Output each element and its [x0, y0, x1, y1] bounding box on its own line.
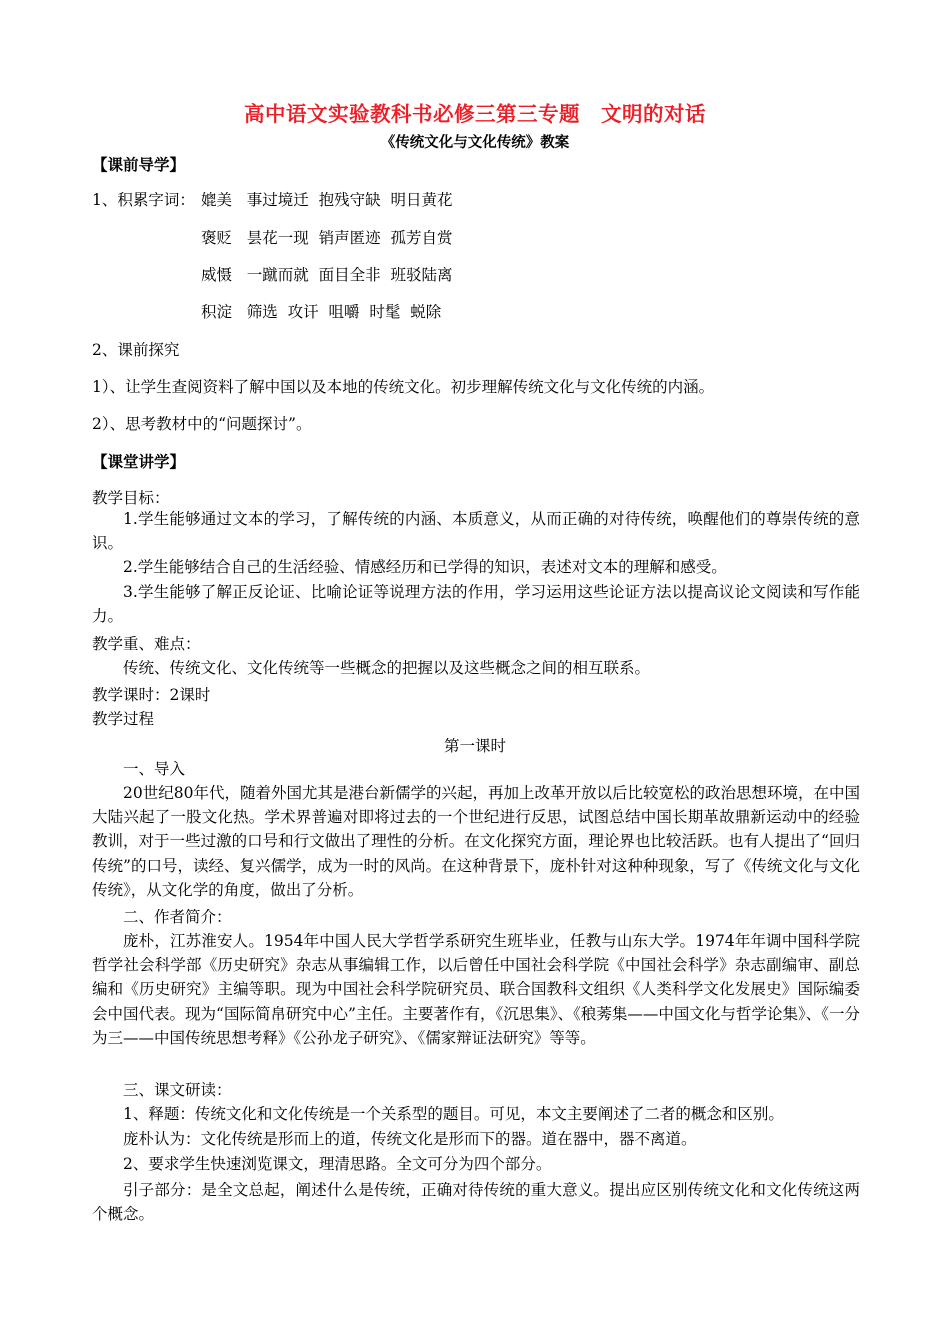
intro-paragraph: 20世纪80年代，随着外国尤其是港台新儒学的兴起，再加上改革开放以后比较宽松的政治思想环境，在中国大陆兴起了一股文化热。学术界普遍对即将过去的一个世纪进行反思，试图总结中国长期革故鼎新运动中的经验教训，对于一些过激的口号和行文做出了理性的分析。在文化探究方面，理论界也比较活跃。也有人提出了“回归传统”的口号，读经、复兴儒学，成为一时的风尚。在这种背景下，庞朴针对这种种现象，写了《传统文化与文化传统》，从文化学的角度，做出了分析。: [92, 784, 860, 899]
text-study-label: 三、课文研读：: [123, 1081, 232, 1099]
section-heading-pre-class: 【课前导学】: [92, 155, 186, 174]
intro-label: 一、导入: [123, 760, 186, 778]
vocab-row: 媲美 事过境迁 抱残守缺 明日黄花: [201, 191, 453, 209]
document-subtitle: 《传统文化与文化传统》教案: [380, 134, 570, 151]
teaching-goal-2: 2.学生能够结合自己的生活经验、情感经历和已学得的知识，表述对文本的理解和感受。: [123, 558, 727, 576]
teaching-goal-1: 1.学生能够通过文本的学习，了解传统的内涵、本质意义，从而正确的对待传统，唤醒他们的尊崇传统的意识。: [92, 510, 860, 553]
teaching-goal-3: 3.学生能够了解正反论证、比喻论证等说理方法的作用，学习运用这些论证方法以提高议论文阅读和写作能力。: [92, 583, 860, 626]
key-points-text: 传统、传统文化、文化传统等一些概念的把握以及这些概念之间的相互联系。: [123, 659, 651, 677]
pre-class-item-2: 2、课前探究: [92, 341, 180, 359]
vocab-row: 积淀 筛选 攻讦 咀嚼 时髦 蜕除: [201, 303, 442, 321]
text-study-1: 1、释题：传统文化和文化传统是一个关系型的题目。可见，本文主要阐述了二者的概念和区别。: [123, 1105, 784, 1123]
section-heading-in-class: 【课堂讲学】: [92, 452, 186, 471]
document-title: 高中语文实验教科书必修三第三专题 文明的对话: [244, 102, 706, 126]
text-study-3: 引子部分：是全文总起，阐述什么是传统，正确对待传统的重大意义。提出应区别传统文化和文化传统这两个概念。: [92, 1181, 860, 1224]
teaching-goals-label: 教学目标：: [92, 489, 170, 507]
teaching-process-label: 教学过程: [92, 710, 155, 728]
vocab-label: 1、积累字词：: [92, 191, 195, 209]
key-points-label: 教学重、难点：: [92, 635, 201, 653]
teaching-hours: 教学课时：2课时: [92, 686, 211, 704]
pre-class-sub-1: 1）、让学生查阅资料了解中国以及本地的传统文化。初步理解传统文化与文化传统的内涵。: [92, 378, 715, 396]
pre-class-sub-2: 2）、思考教材中的“问题探讨”。: [92, 415, 312, 433]
text-study-2: 2、要求学生快速浏览课文，理清思路。全文可分为四个部分。: [123, 1155, 552, 1173]
vocab-row: 威慑 一蹴而就 面目全非 班驳陆离: [201, 266, 453, 284]
author-paragraph: 庞朴，江苏淮安人。1954年中国人民大学哲学系研究生班毕业，任教与山东大学。1974年年调中国科学院哲学社会科学部《历史研究》杂志从事编辑工作，以后曾任中国社会科学院《中国社会科学》杂志副编审、副总编和《历史研究》主编等职。现为中国社会科学院研究员、联合国教科文组织《人类科学文化发展史》国际编委会中国代表。现为“国际简帛研究中心”主任。主要著作有，《沉思集》、《稂莠集——中国文化与哲学论集》、《一分为三——中国传统思想考释》《公孙龙子研究》、《儒家辩证法研究》等等。: [92, 932, 860, 1047]
author-label: 二、作者简介：: [123, 908, 232, 926]
vocab-row: 褒贬 昙花一现 销声匿迹 孤芳自赏: [201, 229, 453, 247]
text-study-1b: 庞朴认为：文化传统是形而上的道，传统文化是形而下的器。道在器中，器不离道。: [123, 1130, 697, 1148]
lesson-1-heading: 第一课时: [443, 737, 506, 755]
